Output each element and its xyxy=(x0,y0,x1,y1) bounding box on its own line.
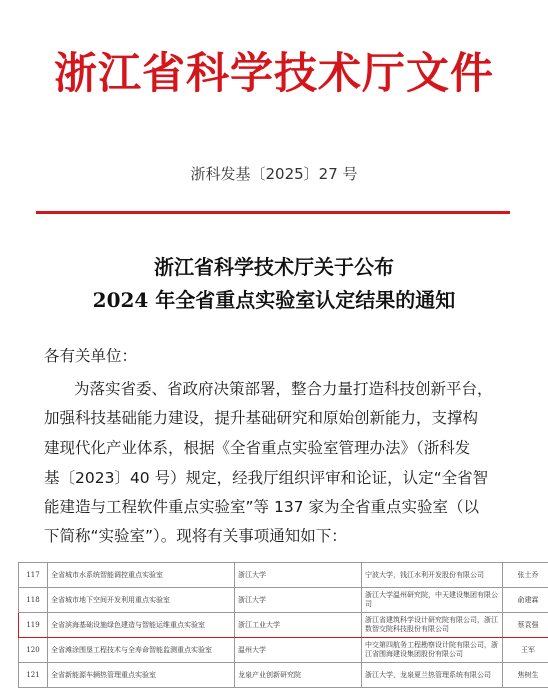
lab-table xyxy=(18,562,548,688)
lead-unit: 浙江工业大学 xyxy=(235,613,362,638)
lab-name: 全省城市地下空间开发利用重点实验室 xyxy=(48,588,235,613)
partner-units: 宁波大学，钱江水利开发股份有限公司 xyxy=(362,563,503,588)
row-number: 119 xyxy=(19,613,48,638)
body-line-6: 下简称“实验室”）。现将有关事项通知如下： xyxy=(44,527,347,545)
table-row xyxy=(19,638,548,663)
row-number: 120 xyxy=(19,638,48,663)
lab-name: 全省新能源车辆热管理重点实验室 xyxy=(48,663,235,688)
lead-unit: 浙江大学 xyxy=(235,563,362,588)
section-gap xyxy=(0,552,548,562)
partner-units: 中交第四航务工程勘察设计院有限公司，浙江省围海建设集团股份有限公司 xyxy=(362,638,503,663)
table-row-highlighted xyxy=(19,613,548,638)
lab-name: 全省滨海基础设施绿色建造与智能运维重点实验室 xyxy=(48,613,235,638)
body-line-2: 加强科技基础能力建设，提升基础研究和原始创新能力，支撑构 xyxy=(44,409,479,427)
partner-units: 浙江大学，龙泉夏兰热管理系统有限公司 xyxy=(362,663,503,688)
lab-list-table-excerpt xyxy=(18,562,539,690)
lab-director: 蔡袁强 xyxy=(503,613,548,638)
red-divider-line xyxy=(36,211,510,214)
notice-title-line-2: 2024 年全省重点实验室认定结果的通知 xyxy=(92,288,456,312)
body-line-4: 基〔2023〕40 号）规定，经我厅组织评审和论证，认定“全省智 xyxy=(44,469,489,487)
notice-title-line-1: 浙江省科学技术厅关于公布 xyxy=(154,255,394,279)
table-row xyxy=(19,663,548,688)
lab-name: 全省城市水系统智能调控重点实验室 xyxy=(48,563,235,588)
body-line-1: 为落实省委、省政府决策部署，整合力量打造科技创新平台， xyxy=(74,380,493,398)
row-number: 121 xyxy=(19,663,48,688)
table-row xyxy=(19,588,548,613)
lab-name: 全省滩涂围垦工程技术与全寿命智能监测重点实验室 xyxy=(48,638,235,663)
partner-units: 浙江大学温州研究院，中天建设集团有限公司 xyxy=(362,588,503,613)
lab-director: 张土乔 xyxy=(503,563,548,588)
row-number: 117 xyxy=(19,563,48,588)
salutation: 各有关单位： xyxy=(44,347,138,365)
document-number: 浙科发基〔2025〕27 号 xyxy=(190,165,358,183)
lead-unit: 温州大学 xyxy=(235,638,362,663)
lab-director: 焦树生 xyxy=(503,663,548,688)
org-header-title: 浙江省科学技术厅文件 xyxy=(54,49,494,99)
body-line-5: 能建造与工程软件重点实验室”等 137 家为全省重点实验室（以 xyxy=(44,498,479,516)
lab-director: 俞建霖 xyxy=(503,588,548,613)
table-row xyxy=(19,563,548,588)
partner-units: 浙江省建筑科学设计研究院有限公司，浙江数智交院科技股份有限公司 xyxy=(362,613,503,638)
lab-director: 王军 xyxy=(503,638,548,663)
lead-unit: 龙泉产业创新研究院 xyxy=(235,663,362,688)
row-number: 118 xyxy=(19,588,48,613)
lead-unit: 浙江大学 xyxy=(235,588,362,613)
body-line-3: 建现代化产业体系，根据《全省重点实验室管理办法》（浙科发 xyxy=(44,439,471,457)
